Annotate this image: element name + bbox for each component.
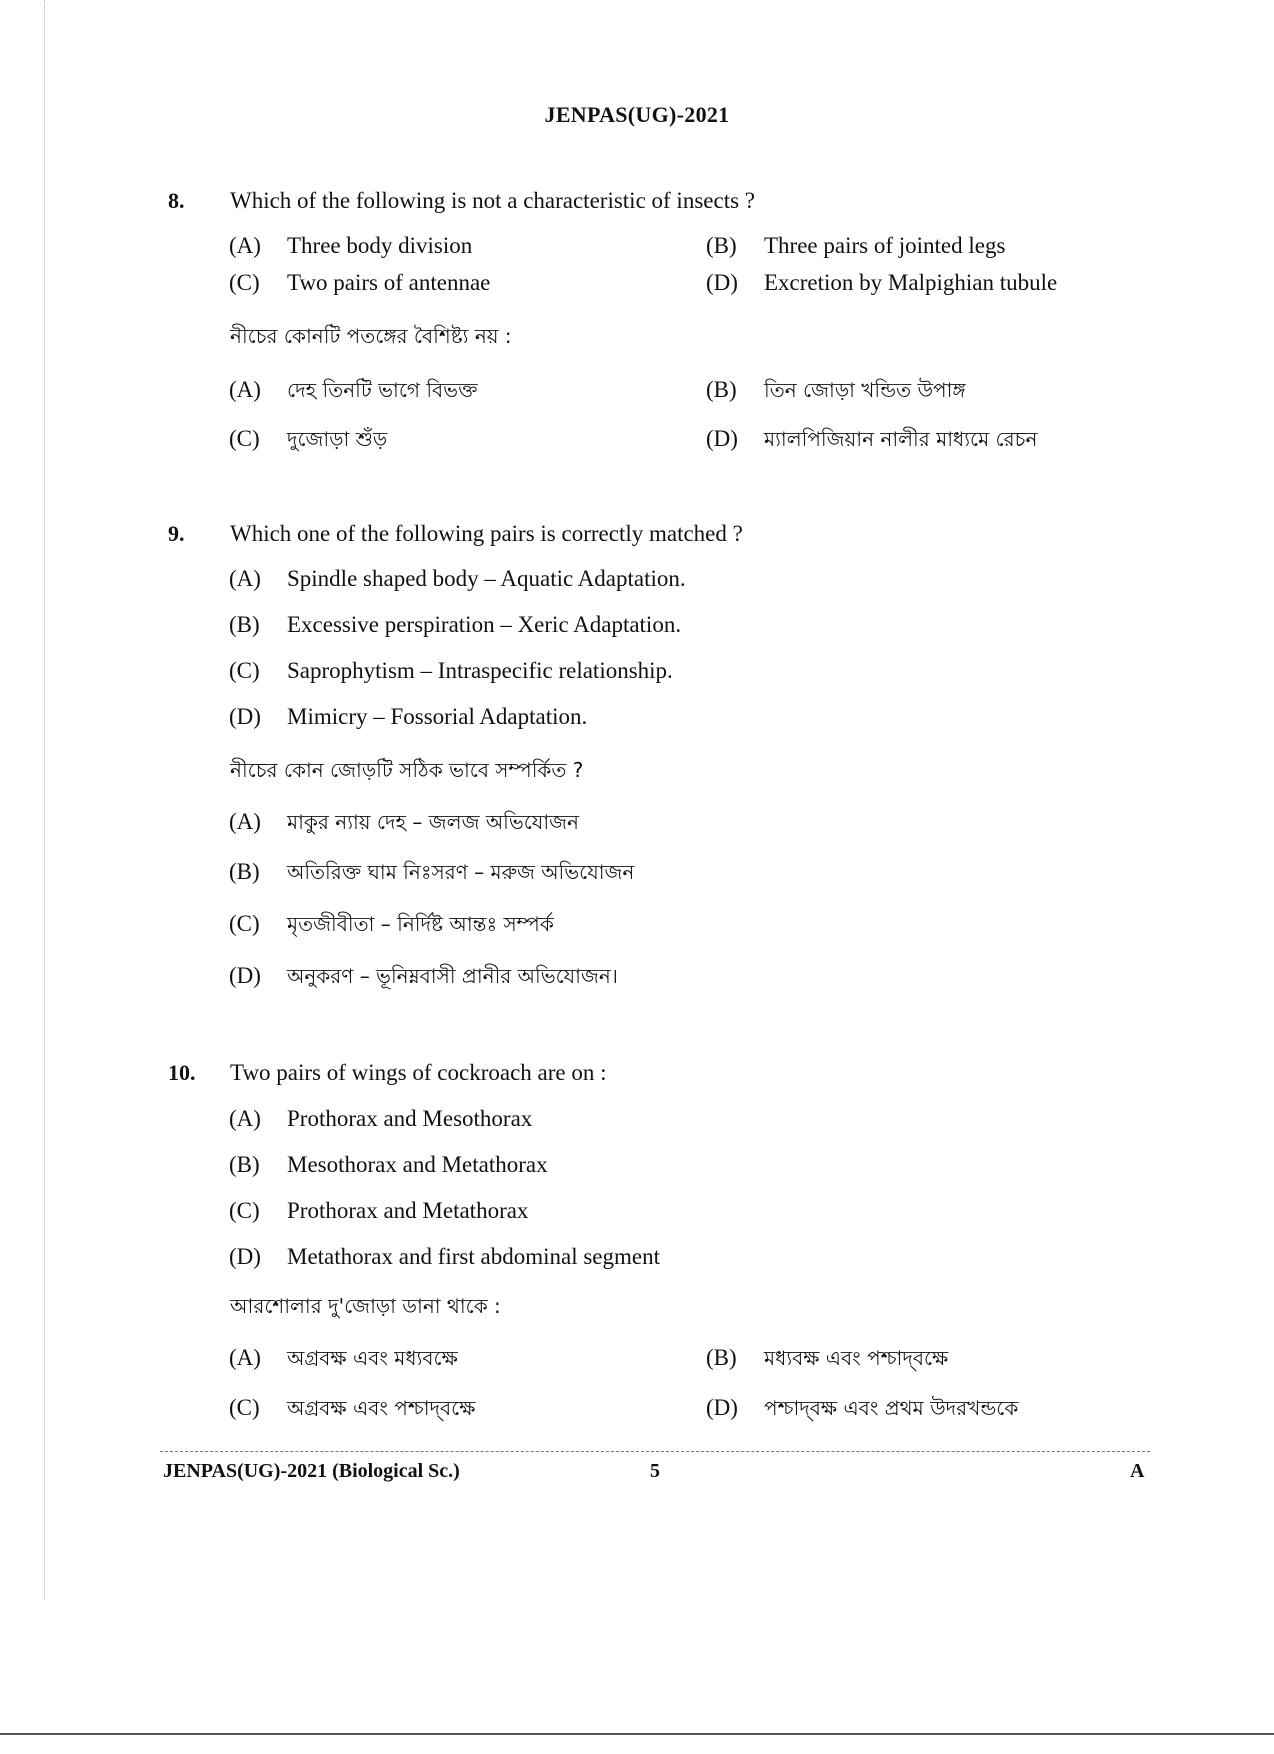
options-row <box>0 233 1274 267</box>
question-text-bn: নীচের কোন জোড়টি সঠিক ভাবে সম্পর্কিত ? <box>230 758 584 782</box>
option-c-en: (C) Two pairs of antennae <box>229 270 491 295</box>
option-b-en: (B) Mesothorax and Metathorax <box>229 1152 548 1177</box>
page-number: 5 <box>650 1460 660 1482</box>
option-c-bn: (C) মৃতজীবীতা – নির্দিষ্ট আন্তঃ সম্পর্ক <box>229 911 554 936</box>
option-c-en: (C) Prothorax and Metathorax <box>229 1198 529 1223</box>
options-row <box>0 376 1274 410</box>
options-row <box>0 808 1274 842</box>
options-row <box>0 910 1274 944</box>
options-row <box>0 1244 1274 1278</box>
option-c-bn: (C) অগ্রবক্ষ এবং পশ্চাদ্‌বক্ষে <box>229 1395 476 1420</box>
question-text-en: Which one of the following pairs is correctly matched ? <box>230 521 743 546</box>
option-a-en: (A) Prothorax and Mesothorax <box>229 1106 533 1131</box>
page-header: JENPAS(UG)-2021 <box>544 102 730 127</box>
question-number: 10. <box>168 1060 196 1085</box>
options-row <box>0 658 1274 692</box>
question-number: 9. <box>168 521 185 546</box>
footer-title: JENPAS(UG)-2021 (Biological Sc.) <box>163 1460 460 1482</box>
options-row <box>0 1106 1274 1140</box>
option-d-bn: (D) অনুকরণ – ভূনিম্নবাসী প্রানীর অভিযোজন। <box>229 963 618 988</box>
option-c-bn: (C) দুজোড়া শুঁড় <box>229 426 388 451</box>
option-a-bn: (A) অগ্রবক্ষ এবং মধ্যবক্ষে <box>229 1345 458 1370</box>
option-d-en: (D) Metathorax and first abdominal segment <box>229 1244 661 1269</box>
options-row <box>0 425 1274 459</box>
option-d-bn: (D) পশ্চাদ্‌বক্ষ এবং প্রথম উদরখন্ডকে <box>706 1395 1019 1420</box>
footer-divider <box>160 1451 1150 1452</box>
options-row <box>0 1394 1274 1428</box>
option-a-bn: (A) দেহ তিনটি ভাগে বিভক্ত <box>229 377 478 402</box>
option-b-en: (B) Three pairs of jointed legs <box>706 233 1006 258</box>
options-row <box>0 270 1274 304</box>
option-a-bn: (A) মাকুর ন্যায় দেহ – জলজ অভিযোজন <box>229 809 579 834</box>
option-a-en: (A) Spindle shaped body – Aquatic Adaptation. <box>229 566 686 591</box>
question-text-en: Two pairs of wings of cockroach are on : <box>230 1060 607 1085</box>
option-c-en: (C) Saprophytism – Intraspecific relationship. <box>229 658 673 683</box>
option-a-en: (A) Three body division <box>229 233 473 258</box>
options-row <box>0 962 1274 996</box>
option-b-bn: (B) মধ্যবক্ষ এবং পশ্চাদ্‌বক্ষে <box>706 1345 949 1370</box>
option-d-bn: (D) ম্যালপিজিয়ান নালীর মাধ্যমে রেচন <box>706 426 1038 451</box>
options-row <box>0 858 1274 892</box>
booklet-set: A <box>1130 1460 1145 1482</box>
option-d-en: (D) Excretion by Malpighian tubule <box>706 270 1058 295</box>
option-d-en: (D) Mimicry – Fossorial Adaptation. <box>229 704 588 729</box>
question-text-bn: আরশোলার দু'জোড়া ডানা থাকে : <box>230 1294 501 1318</box>
question-text-bn: নীচের কোনটি পতঙ্গের বৈশিষ্ট্য নয় : <box>230 324 512 348</box>
option-b-bn: (B) তিন জোড়া খন্ডিত উপাঙ্গ <box>706 377 966 402</box>
bottom-rule <box>0 1733 1274 1735</box>
options-row <box>0 1344 1274 1378</box>
options-row <box>0 566 1274 600</box>
option-b-bn: (B) অতিরিক্ত ঘাম নিঃসরণ – মরুজ অভিযোজন <box>229 859 635 884</box>
options-row <box>0 1152 1274 1186</box>
option-b-en: (B) Excessive perspiration – Xeric Adaptation. <box>229 612 682 637</box>
question-text-en: Which of the following is not a characteristic of insects ? <box>230 188 755 213</box>
options-row <box>0 1198 1274 1232</box>
options-row <box>0 612 1274 646</box>
question-number: 8. <box>168 188 185 213</box>
options-row <box>0 704 1274 738</box>
